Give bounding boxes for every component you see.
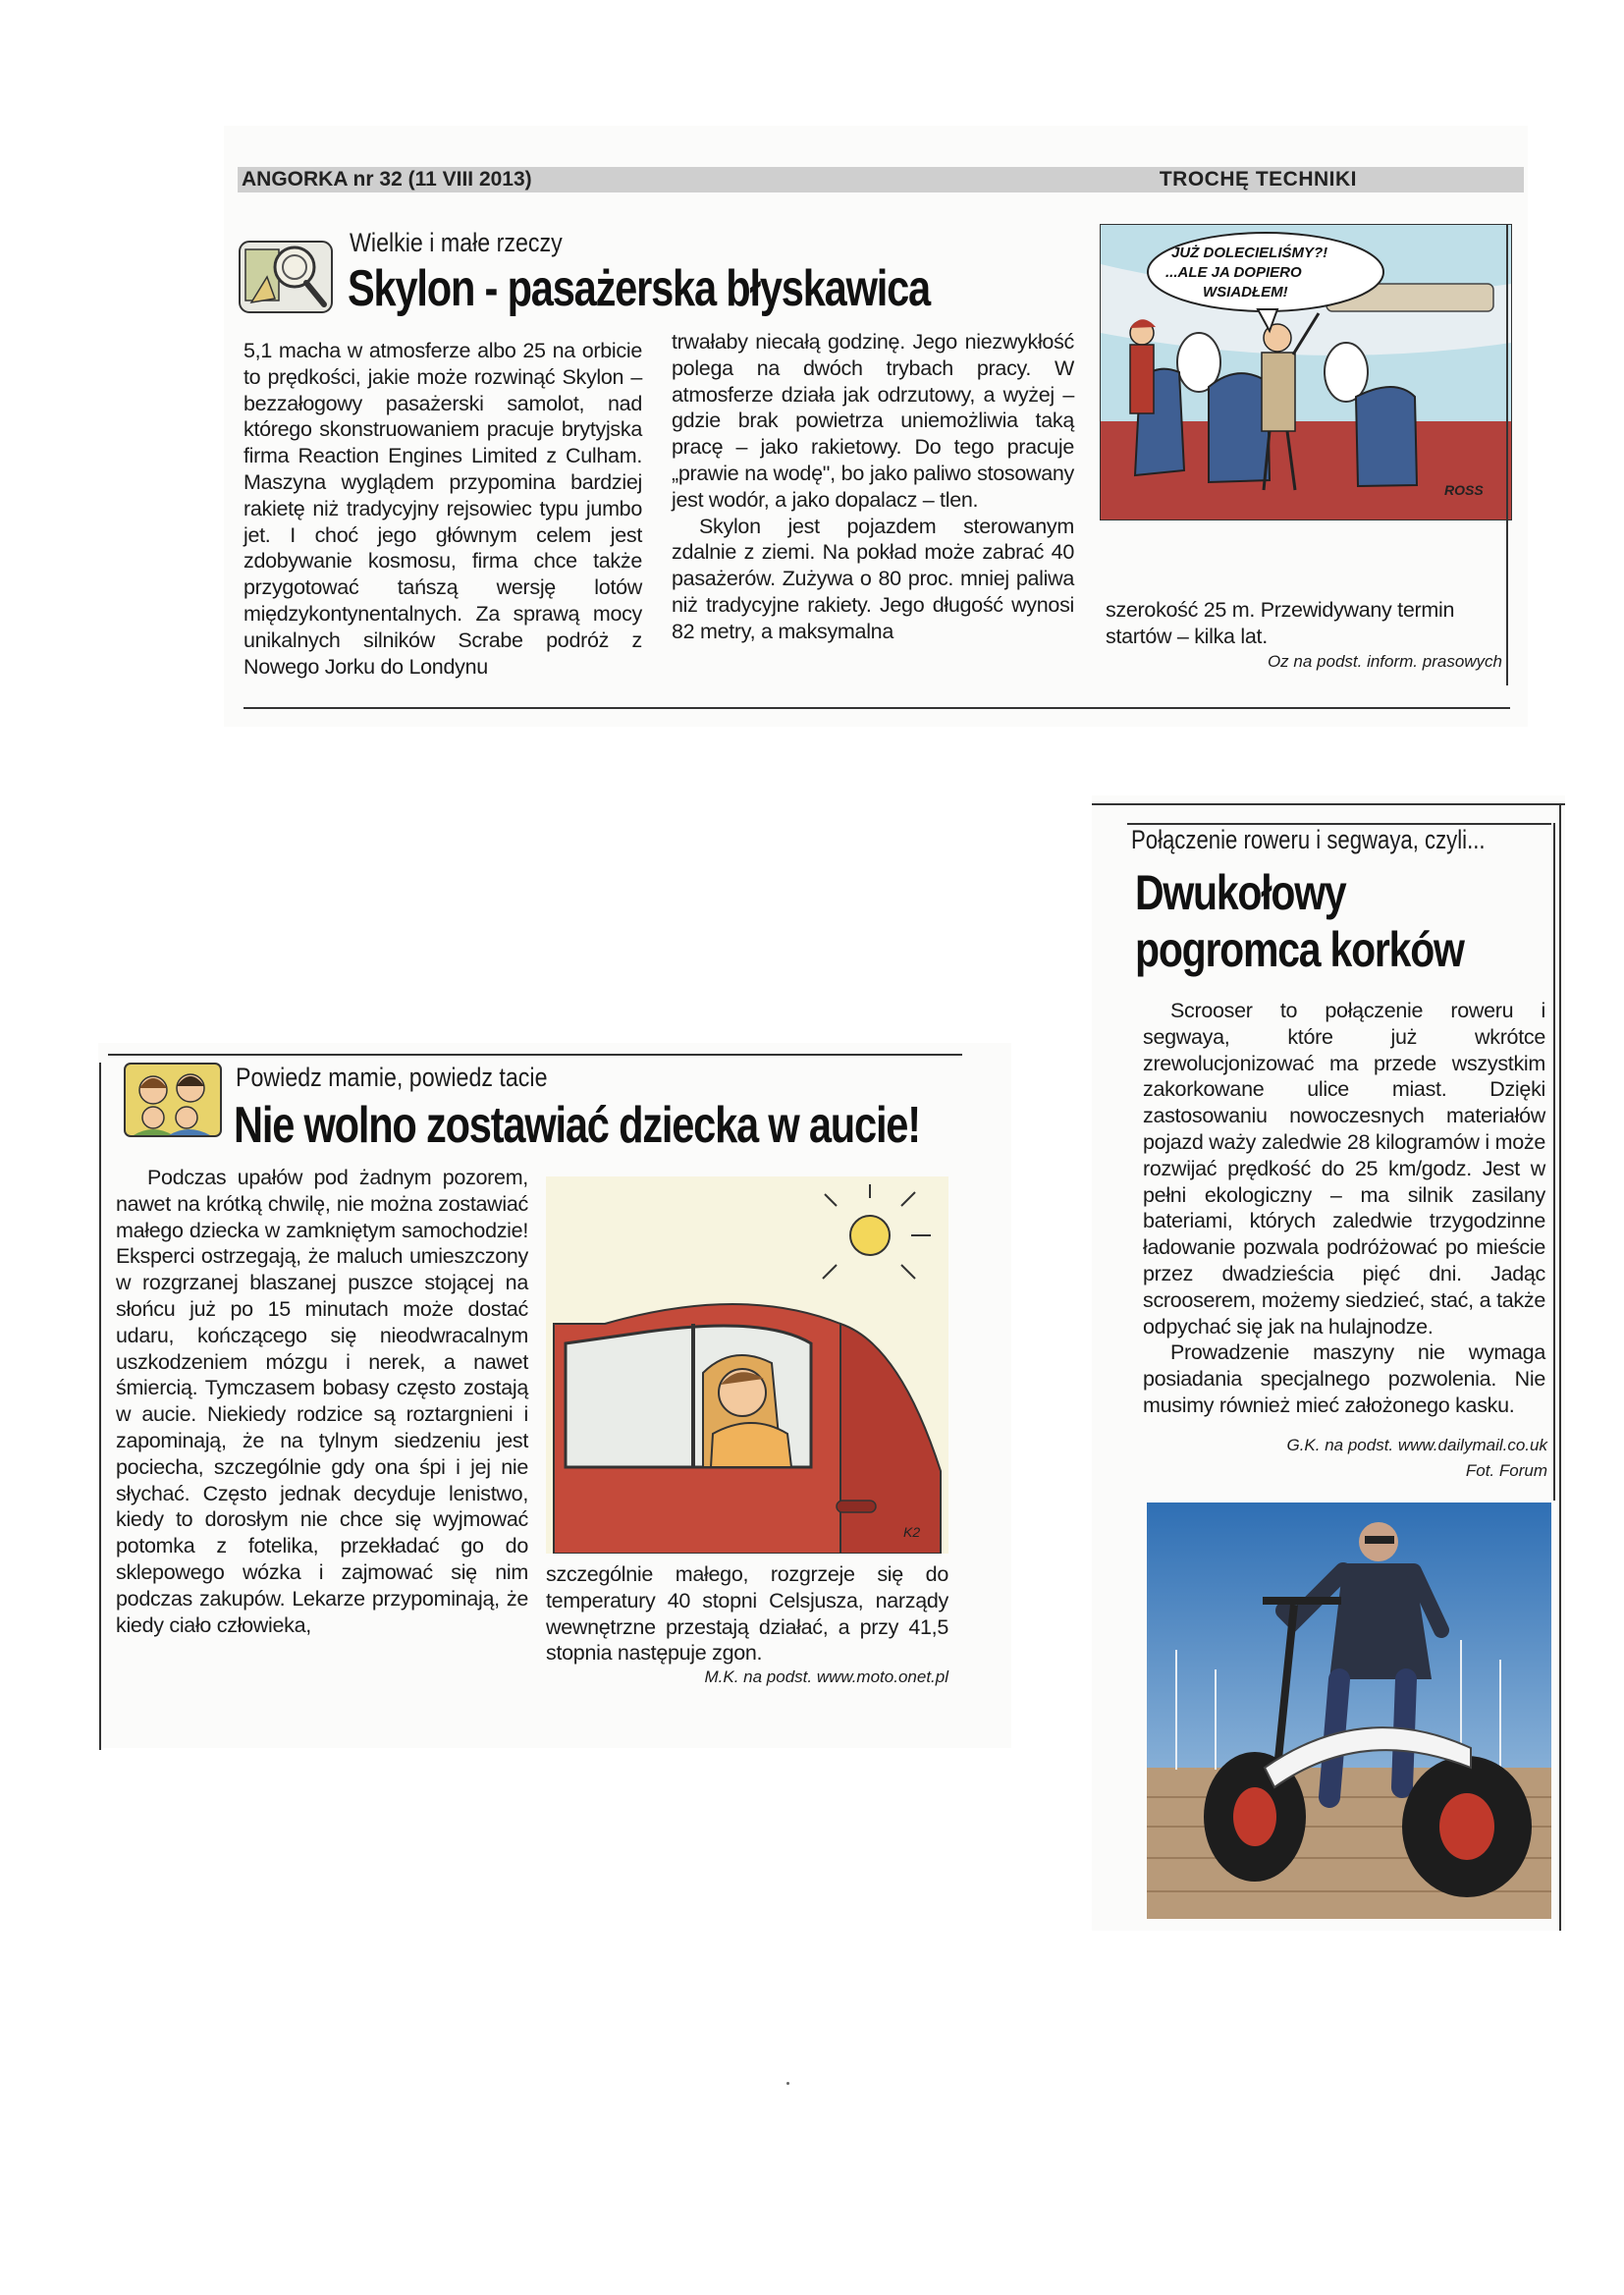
paragraph-1: Scrooser to połączenie roweru i segwaya, które już wkrótce zrewolucjonizować ma przede wszystkim zakorkowane ulice miast. Dzięki zastosowaniu nowoczesnych materiałów pojazd waży zaledwie 28 kilogramów i może rozwijać prędkość do 25 km/godz. Jest w pełni ekologiczny – ma silnik zasilany bateriami, których zaledwie trzygodzinne ładowanie pozwala podróżować po mieście przez dwadzieścia pięć dni. Jadąc scrooserem, możemy siedzieć, stać, a także odpychać się jak na hulajnodze. [1143, 999, 1545, 1339]
article-scrooser [1092, 795, 1565, 1931]
credit: Oz na podst. inform. prasowych [1267, 652, 1502, 671]
left-edge-rule [99, 1063, 101, 1750]
section-label: TROCHĘ TECHNIKI [1159, 168, 1357, 191]
cartoon-signature: ROSS [1444, 482, 1484, 498]
cartoon-airplane [1100, 224, 1512, 520]
photo-credit: Fot. Forum [1465, 1461, 1547, 1480]
bottom-rule [244, 707, 1510, 709]
speech-line-3: WSIADŁEM! [1203, 284, 1288, 301]
article-column-1: Podczas upałów pod żadnym pozorem, nawet na krótką chwilę, nie można zostawiać małego dziecka w zamkniętym samochodzie! Eksperci ostrzegają, że maluch umieszczony w rozgrzanej blaszanej puszce stojącej na słońcu już po 15 minutach może dostać udaru, kończącego się nieodwracalnym uszkodzeniem mózgu i nerek, a nawet śmiercią. Tymczasem bobasy często zostają w aucie. Niekiedy rodzice są roztargnieni i zapominają, że na tylnym siedzeniu jest pociecha, szczególnie gdy ona śpi i jej nie słychać. Często jednak decyduje lenistwo, kiedy to dorosłym nie chce się wyjmować potomka z fotelika, przekładać go do sklepowego wózka i zajmować się nim podczas zakupów. Lekarze przypominają, że kiedy ciało człowieka, [116, 1166, 528, 1637]
illustration-child-in-car [546, 1176, 948, 1554]
speech-line-2: ...ALE JA DOPIERO [1165, 264, 1302, 281]
article-column-1: 5,1 macha w atmosferze albo 25 na orbicie to prędkości, jakie może rozwinąć Skylon – bezzałogowy pasażerski samolot, nad którego skonstruowaniem pracuje brytyjska firma Reaction Engines Limited z Culham. Maszyna wyglądem przypomina bardziej rakietę niż tradycyjny rejsowiec typu jumbo jet. I choć jego głównym celem jest zdobywanie kosmosu, firma chce także przygotować tańszą wersję lotów międzykontynentalnych. Za sprawą mocy unikalnych silników Scrabe podróż z Nowego Jorku do Londynu [244, 339, 642, 679]
article-column-2 [672, 329, 1074, 645]
article-body [1143, 998, 1545, 1419]
article-skylon [224, 126, 1528, 727]
top-rule [108, 1054, 962, 1056]
kicker: Połączenie roweru i segwaya, czyli... [1131, 825, 1486, 854]
headline: Skylon - pasażerska błyskawica [348, 260, 930, 317]
column-2-paragraph-1: trwałaby niecałą godzinę. Jego niezwykłość polega na dwóch trybach pracy. W atmosferze działa jak odrzutowy, a wyżej – gdzie brak powietrza uniemożliwia taką pracę – jako rakietowy. Do tego pracuje „prawie na wodę", bo jako paliwo stosowany jest wodór, a jako dopalacz – tlen. [672, 330, 1074, 512]
article-column-2: szczególnie małego, rozgrzeje się do temperatury 40 stopni Celsjusza, narządy wewnętrzne przestają działać, a przy 41,5 stopnia następuje zgon. [546, 1562, 948, 1666]
column-rule [1553, 823, 1555, 1501]
right-edge-rule [1559, 805, 1561, 1931]
article-child-in-car [98, 1043, 1011, 1748]
right-edge-rule [1506, 224, 1508, 685]
illustration-signature: K2 [903, 1524, 921, 1540]
kicker: Wielkie i małe rzeczy [350, 228, 563, 257]
top-rule [1092, 803, 1565, 805]
article-column-3: szerokość 25 m. Przewidywany termin startów – kilka lat. [1106, 598, 1455, 648]
column-2-paragraph-2: Skylon jest pojazdem sterowanym zdalnie z ziemi. Na pokład może zabrać 40 pasażerów. Zużywa o 80 proc. mniej paliwa niż tradycyjne rakiety. Jego długość wynosi 82 metry, a maksymalna [672, 514, 1074, 643]
section-header-bar [238, 167, 1524, 192]
speech-line-1: JUŻ DOLECIELIŚMY?! [1171, 245, 1328, 261]
credit: M.K. na podst. www.moto.onet.pl [704, 1667, 948, 1686]
magnifier-icon [238, 240, 334, 314]
photo-scrooser-rider [1147, 1503, 1551, 1919]
dot-mark [786, 2082, 789, 2085]
issue-label: ANGORKA nr 32 (11 VIII 2013) [242, 168, 532, 191]
headline-line-2: pogromca korków [1135, 922, 1464, 977]
paragraph-2: Prowadzenie maszyny nie wymaga posiadania specjalnego pozwolenia. Nie musimy również mieć założonego kasku. [1143, 1340, 1545, 1417]
credit-text: G.K. na podst. www.dailymail.co.uk [1286, 1436, 1547, 1454]
kicker: Powiedz mamie, powiedz tacie [236, 1063, 548, 1092]
family-icon [124, 1063, 222, 1137]
headline-line-1: Dwukołowy [1135, 865, 1346, 920]
headline: Nie wolno zostawiać dziecka w aucie! [234, 1097, 920, 1154]
